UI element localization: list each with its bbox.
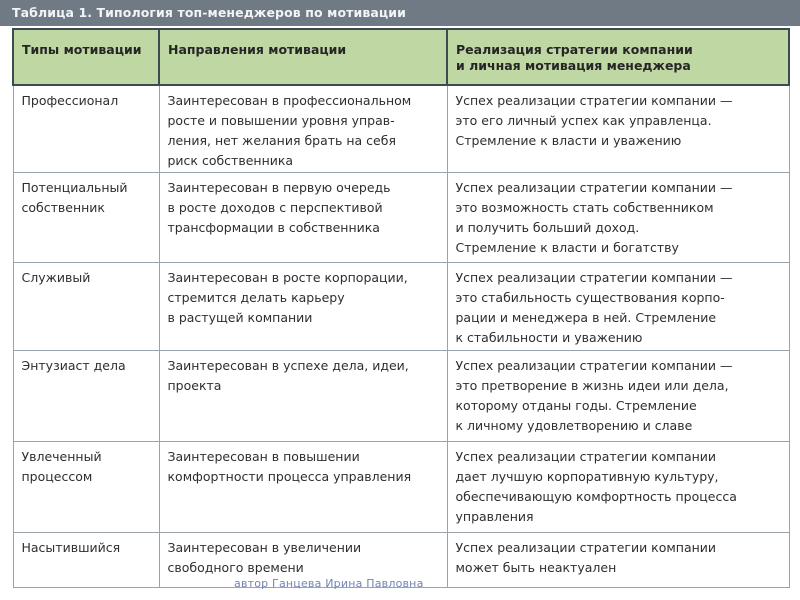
cell-strategy: Успех реализации стратегии компании может быть неактуален: [447, 532, 789, 587]
cell-strategy: Успех реализации стратегии компании — это его личный успех как управленца. Стремление к власти и уважению: [447, 85, 789, 172]
cell-direction: Заинтересован в росте корпорации, стремится делать карьеру в растущей компании: [159, 262, 447, 350]
cell-type: Насытившийся: [13, 532, 159, 587]
cell-type: Служивый: [13, 262, 159, 350]
cell-type: Потенциальный собственник: [13, 172, 159, 262]
table-row: [13, 441, 789, 532]
table-row: [13, 350, 789, 441]
cell-strategy: Успех реализации стратегии компании — это претворение в жизнь идеи или дела, которому отданы годы. Стремление к личному удовлетворению и славе: [447, 350, 789, 441]
motivation-table: [12, 28, 790, 588]
cell-direction: Заинтересован в первую очередь в росте доходов с перспективой трансформации в собственника: [159, 172, 447, 262]
cell-type: Профессионал: [13, 85, 159, 172]
cell-direction: Заинтересован в профессиональном росте и повышении уровня управ- ления, нет желания брать на себя риск собственника: [159, 85, 447, 172]
cell-direction: Заинтересован в повышении комфортности процесса управления: [159, 441, 447, 532]
cell-type: Энтузиаст дела: [13, 350, 159, 441]
header-motivation-directions: Направления мотивации: [159, 29, 447, 85]
cell-strategy: Успех реализации стратегии компании — это стабильность существования корпо- рации и менеджера в ней. Стремление к стабильности и уважению: [447, 262, 789, 350]
table-row: [13, 172, 789, 262]
cell-type: Увлеченный процессом: [13, 441, 159, 532]
author-watermark: автор Ганцева Ирина Павловна: [234, 577, 424, 590]
table-caption: Таблица 1. Типология топ-менеджеров по мотивации: [0, 0, 800, 26]
cell-direction: Заинтересован в успехе дела, идеи, проекта: [159, 350, 447, 441]
table-header-row: [13, 29, 789, 85]
table-row: [13, 85, 789, 172]
cell-direction: Заинтересован в увеличении свободного времени: [159, 532, 447, 587]
header-strategy-implementation: Реализация стратегии компании и личная мотивация менеджера: [447, 29, 789, 85]
cell-strategy: Успех реализации стратегии компании — это возможность стать собственником и получить больший доход. Стремление к власти и богатству: [447, 172, 789, 262]
table-row: [13, 262, 789, 350]
motivation-table-container: [12, 28, 788, 596]
cell-strategy: Успех реализации стратегии компании дает лучшую корпоративную культуру, обеспечивающую комфортность процесса управления: [447, 441, 789, 532]
header-motivation-types: Типы мотивации: [13, 29, 159, 85]
